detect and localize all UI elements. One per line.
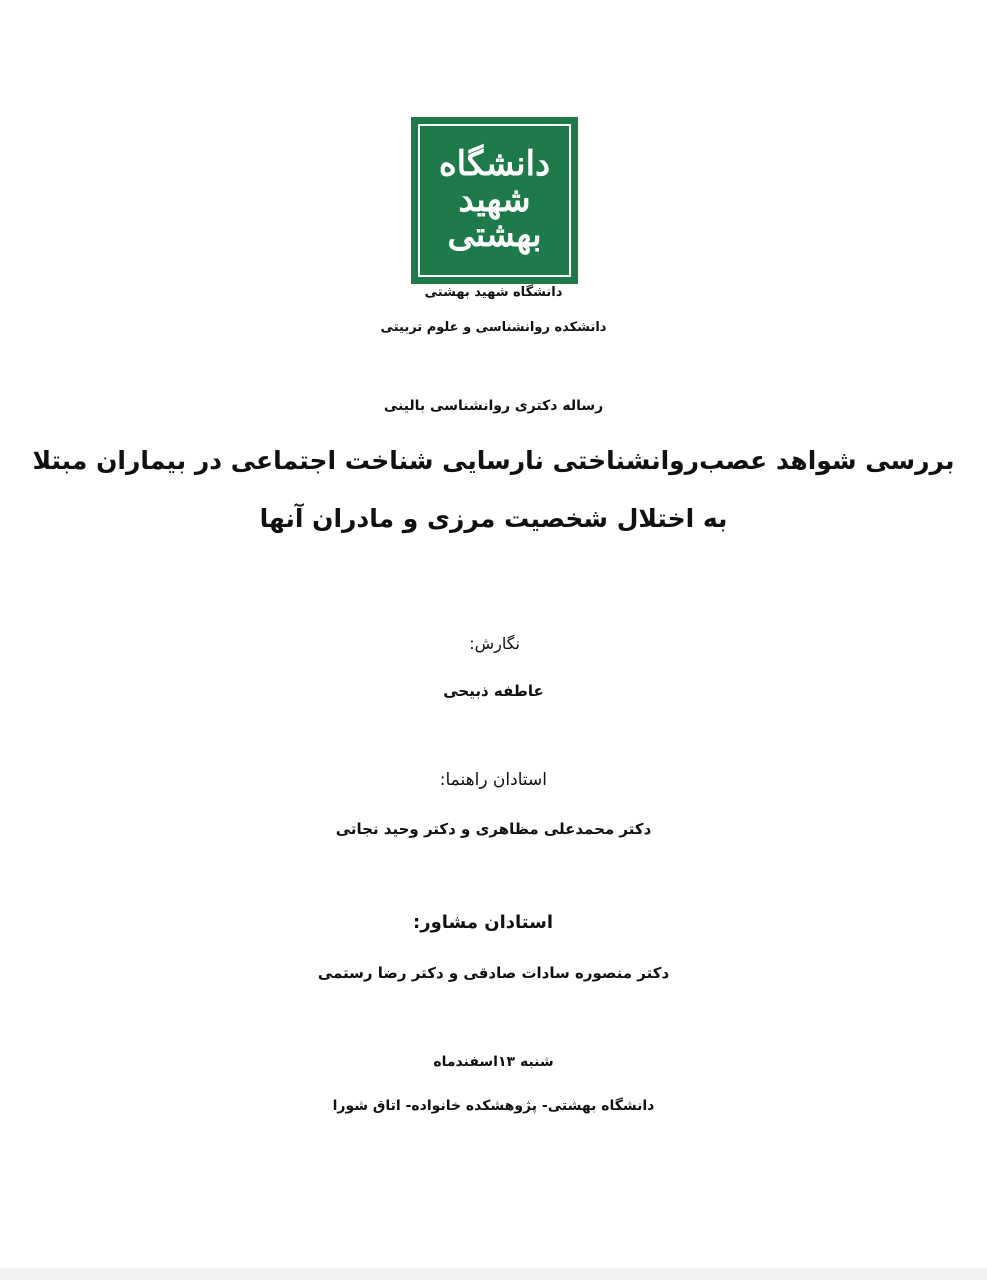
- author-label: نگارش:: [469, 634, 520, 653]
- thesis-type: رساله دکتری روانشناسی بالینی: [383, 398, 604, 414]
- author-name: عاطفه ذبیحی: [443, 682, 544, 700]
- page-bottom-edge: [0, 1268, 987, 1280]
- university-logo: [411, 117, 578, 284]
- logo-frame: [418, 124, 571, 277]
- logo-text-line-3: بهشتی: [447, 215, 542, 256]
- university-name: دانشگاه شهید بهشتی: [424, 285, 563, 300]
- advisors-names: دکتر منصوره سادات صادقی و دکتر رضا رستمی: [317, 964, 670, 982]
- defense-date: شنبه ۱۳اسفندماه: [433, 1054, 554, 1070]
- supervisors-label: استادان راهنما:: [439, 770, 547, 790]
- supervisors-names: دکتر محمدعلی مظاهری و دکتر وحید نجاتی: [335, 820, 652, 838]
- advisors-label: استادان مشاور:: [413, 912, 553, 933]
- logo-text-line-2: شهید: [458, 179, 531, 220]
- logo-text-line-1: دانشگاه: [438, 143, 551, 184]
- defense-location: دانشگاه بهشتی- پژوهشکده خانواده- اتاق شورا: [332, 1098, 655, 1114]
- thesis-title-line-2: به اختلال شخصیت مرزی و مادران آنها: [259, 504, 728, 533]
- thesis-title-line-1: بررسی شواهد عصب‌روانشناختی نارسایی شناخت اجتماعی در بیماران مبتلا: [32, 446, 955, 475]
- faculty-name: دانشکده روانشناسی و علوم تربیتی: [380, 320, 607, 335]
